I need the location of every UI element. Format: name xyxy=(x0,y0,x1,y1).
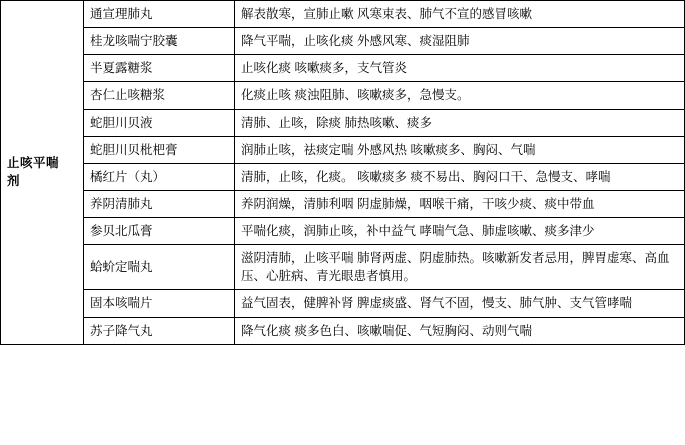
formula-name: 养阴清肺丸 xyxy=(84,190,235,217)
category-cell xyxy=(1,1,84,345)
formula-name: 参贝北瓜膏 xyxy=(84,218,235,245)
table-row xyxy=(1,245,685,290)
formula-name: 固本咳喘片 xyxy=(84,290,235,317)
table-row xyxy=(1,109,685,136)
formula-description: 清肺，止咳，化痰。 咳嗽痰多 痰不易出、胸闷口干、急慢支、哮喘 xyxy=(235,163,685,190)
table-row xyxy=(1,136,685,163)
formula-name: 通宣理肺丸 xyxy=(84,1,235,28)
formula-name: 蛤蚧定喘丸 xyxy=(84,245,235,290)
formula-name: 蛇胆川贝液 xyxy=(84,109,235,136)
formula-description: 平喘化痰，润肺止咳，补中益气 哮喘气急、肺虚咳嗽、痰多津少 xyxy=(235,218,685,245)
table-row xyxy=(1,218,685,245)
formula-description: 养阴润燥，清肺利咽 阴虚肺燥，咽喉干痛，干咳少痰、痰中带血 xyxy=(235,190,685,217)
formula-description: 解表散寒，宣肺止嗽 风寒束表、肺气不宣的感冒咳嗽 xyxy=(235,1,685,28)
category-label: 止咳平喘剂 xyxy=(7,155,60,189)
table-row xyxy=(1,82,685,109)
formula-name: 橘红片（丸） xyxy=(84,163,235,190)
formula-description: 降气化痰 痰多色白、咳嗽喘促、气短胸闷、动则气喘 xyxy=(235,317,685,344)
table-row xyxy=(1,317,685,344)
formula-name: 桂龙咳喘宁胶囊 xyxy=(84,28,235,55)
formula-description: 清肺、止咳，除痰 肺热咳嗽、痰多 xyxy=(235,109,685,136)
table-row xyxy=(1,163,685,190)
table-row xyxy=(1,55,685,82)
table-row xyxy=(1,290,685,317)
formula-name: 半夏露糖浆 xyxy=(84,55,235,82)
formula-name: 苏子降气丸 xyxy=(84,317,235,344)
formula-description: 化痰止咳 痰浊阻肺、咳嗽痰多，急慢支。 xyxy=(235,82,685,109)
table-row xyxy=(1,1,685,28)
table-row xyxy=(1,28,685,55)
table-body xyxy=(1,1,685,345)
formula-name: 蛇胆川贝枇杷膏 xyxy=(84,136,235,163)
table-row xyxy=(1,190,685,217)
formula-name: 杏仁止咳糖浆 xyxy=(84,82,235,109)
formula-description: 降气平喘，止咳化痰 外感风寒、痰湿阻肺 xyxy=(235,28,685,55)
formula-description: 滋阴清肺，止咳平喘 肺肾两虚、阴虚肺热。咳嗽新发者忌用，脾胃虚寒、高血压、心脏病、青光眼患者慎用。 xyxy=(235,245,685,290)
formula-description: 止咳化痰 咳嗽痰多，支气管炎 xyxy=(235,55,685,82)
formula-description: 润肺止咳，祛痰定喘 外感风热 咳嗽痰多、胸闷、气喘 xyxy=(235,136,685,163)
formula-description: 益气固表，健脾补肾 脾虚痰盛、肾气不固，慢支、肺气肿、支气管哮喘 xyxy=(235,290,685,317)
